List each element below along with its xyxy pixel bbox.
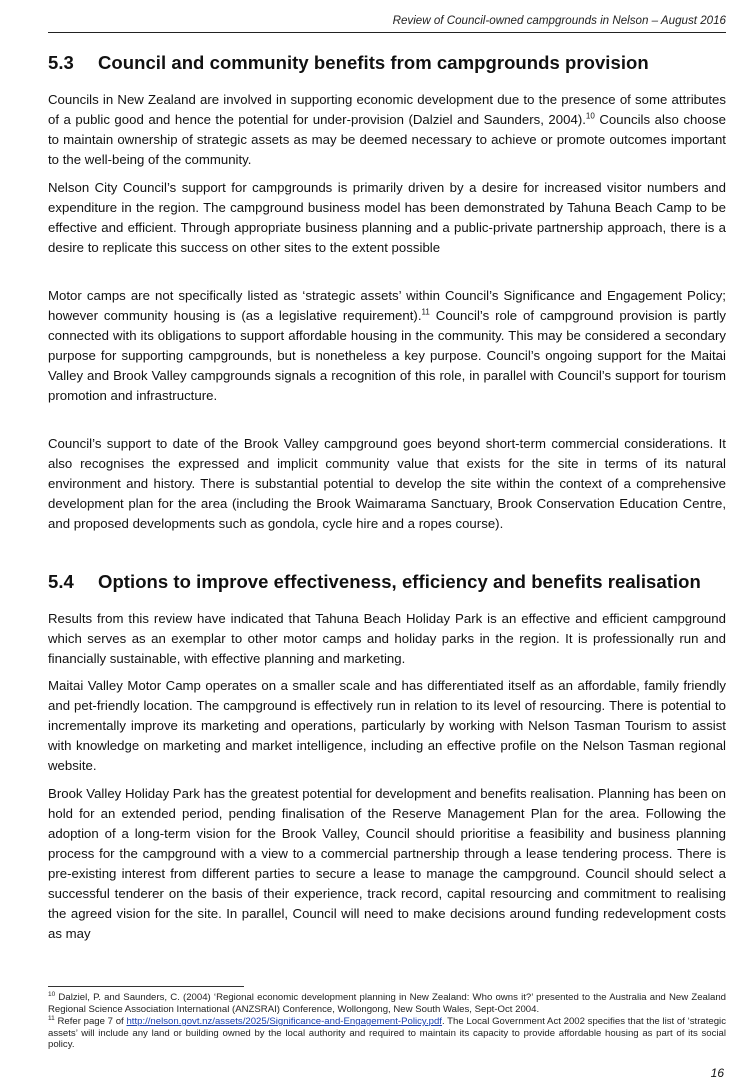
policy-pdf-link[interactable]: http://nelson.govt.nz/assets/2025/Significance-and-Engagement-Policy.pdf [126,1016,442,1027]
header-rule [48,32,726,33]
section-title: Council and community benefits from campgrounds provision [98,52,649,73]
paragraph: Results from this review have indicated that Tahuna Beach Holiday Park is an effective and efficient campground which serves as an exemplar to other motor camps and holiday parks in the region. It is professionally run and financially sustainable, with effective planning and marketing. [48,611,726,666]
footnote-rule [48,986,244,987]
running-header: Review of Council-owned campgrounds in Nelson – August 2016 [392,14,726,27]
section-heading-5-4 [48,571,701,593]
footnote-10: $^{10}$ Dalziel, P. and Saunders, C. (2004) ‘Regional economic development planning in New Zealand: Who owns it?’ presented to the Australia and New Zealand Regional Science Association International (ANZSRAI) Conference, Wollongong, New South Wales, Sept-Oct 2004. [48,990,726,1015]
footnote-mark: 11 [48,1014,55,1022]
footnote-ref[interactable]: 11 [421,307,430,317]
paragraph: Council’s support to date of the Brook Valley campground goes beyond short-term commercial considerations. It also recognises the expressed and implicit community value that exists for the site in terms of its natural environment and history. There is substantial potential to develop the site within the context of a comprehensive development plan for the area (including the Brook Waimarama Sanctuary, Brook Conservation Education Centre, and proposed developments such as gondola, cycle hire and a ropes course). [48,436,726,531]
paragraph: Brook Valley Holiday Park has the greatest potential for development and benefits realisation. Planning has been on hold for an extended period, pending finalisation of the Reserve Management Plan for the area. Following the adoption of a long-term vision for the Brook Valley, Council should prioritise a feasibility and business planning process for the campground with a view to a commercial partnership through a lease tendering process. There is pre-existing interest from different parties to secure a lease to manage the campground. Council should select a successful tenderer on the basis of their experience, track record, capital resourcing and commitment to realising the agreed vision for the site. In parallel, Council will need to make decisions around funding redevelopment costs as may [48,786,726,941]
section-number: 5.3 [48,52,74,73]
section-heading-5-3 [48,52,649,74]
section-title: Options to improve effectiveness, efficiency and benefits realisation [98,571,701,592]
section-number: 5.4 [48,571,74,592]
paragraph: Maitai Valley Motor Camp operates on a smaller scale and has differentiated itself as an affordable, family friendly and pet-friendly location. The campground is effectively run in relation to its level of resourcing. There is potential to incrementally improve its marketing and operations, particularly by working with Nelson Tasman Tourism to assist with knowledge on marketing and market intelligence, including an effective profile on the Nelson Tasman regional website. [48,678,726,773]
footnote-mark: 10 [48,990,56,998]
page-number: 16 [710,1066,724,1080]
paragraph: Nelson City Council’s support for campgrounds is primarily driven by a desire for increased visitor numbers and expenditure in the region. The campground business model has been demonstrated by Tahuna Beach Camp to be effective and efficient. Through appropriate business planning and a public-private partnership approach, there is a desire to replicate this success on other sites to the extent possible [48,180,726,255]
footnote-11: $^{11}$ Refer page 7 of http://nelson.govt.nz/assets/2025/Significance-and-Engagement-Policy.pdf. The Local Government Act 2002 specifies that the list of ‘strategic assets’ will include any land or building owned by the local authority and required to maintain its capacity to provide affordable housing as part of its social policy. [48,1014,726,1051]
paragraph: Motor camps are not specifically listed as ‘strategic assets’ within Council’s Significance and Engagement Policy; however community housing is (as a legislative requirement).$^{11}$ Council’s role of campground provision is partly connected with its obligations to support affordable housing in the community. This may be considered a secondary purpose for supporting campgrounds, but is nonetheless a key purpose. Council’s ongoing support for the Maitai Valley and Brook Valley campgrounds signals a recognition of this role, in parallel with Council’s support for tourism promotion and infrastructure. [48,288,726,403]
paragraph: Councils in New Zealand are involved in supporting economic development due to the presence of some attributes of a public good and hence the potential for under-provision (Dalziel and Saunders, 2004).$^{10}$ Councils also choose to maintain ownership of strategic assets as may be deemed necessary to achieve or promote outcomes important to the well-being of the community. [48,92,726,167]
footnote-ref[interactable]: 10 [585,111,595,121]
document-page [48,0,726,1088]
